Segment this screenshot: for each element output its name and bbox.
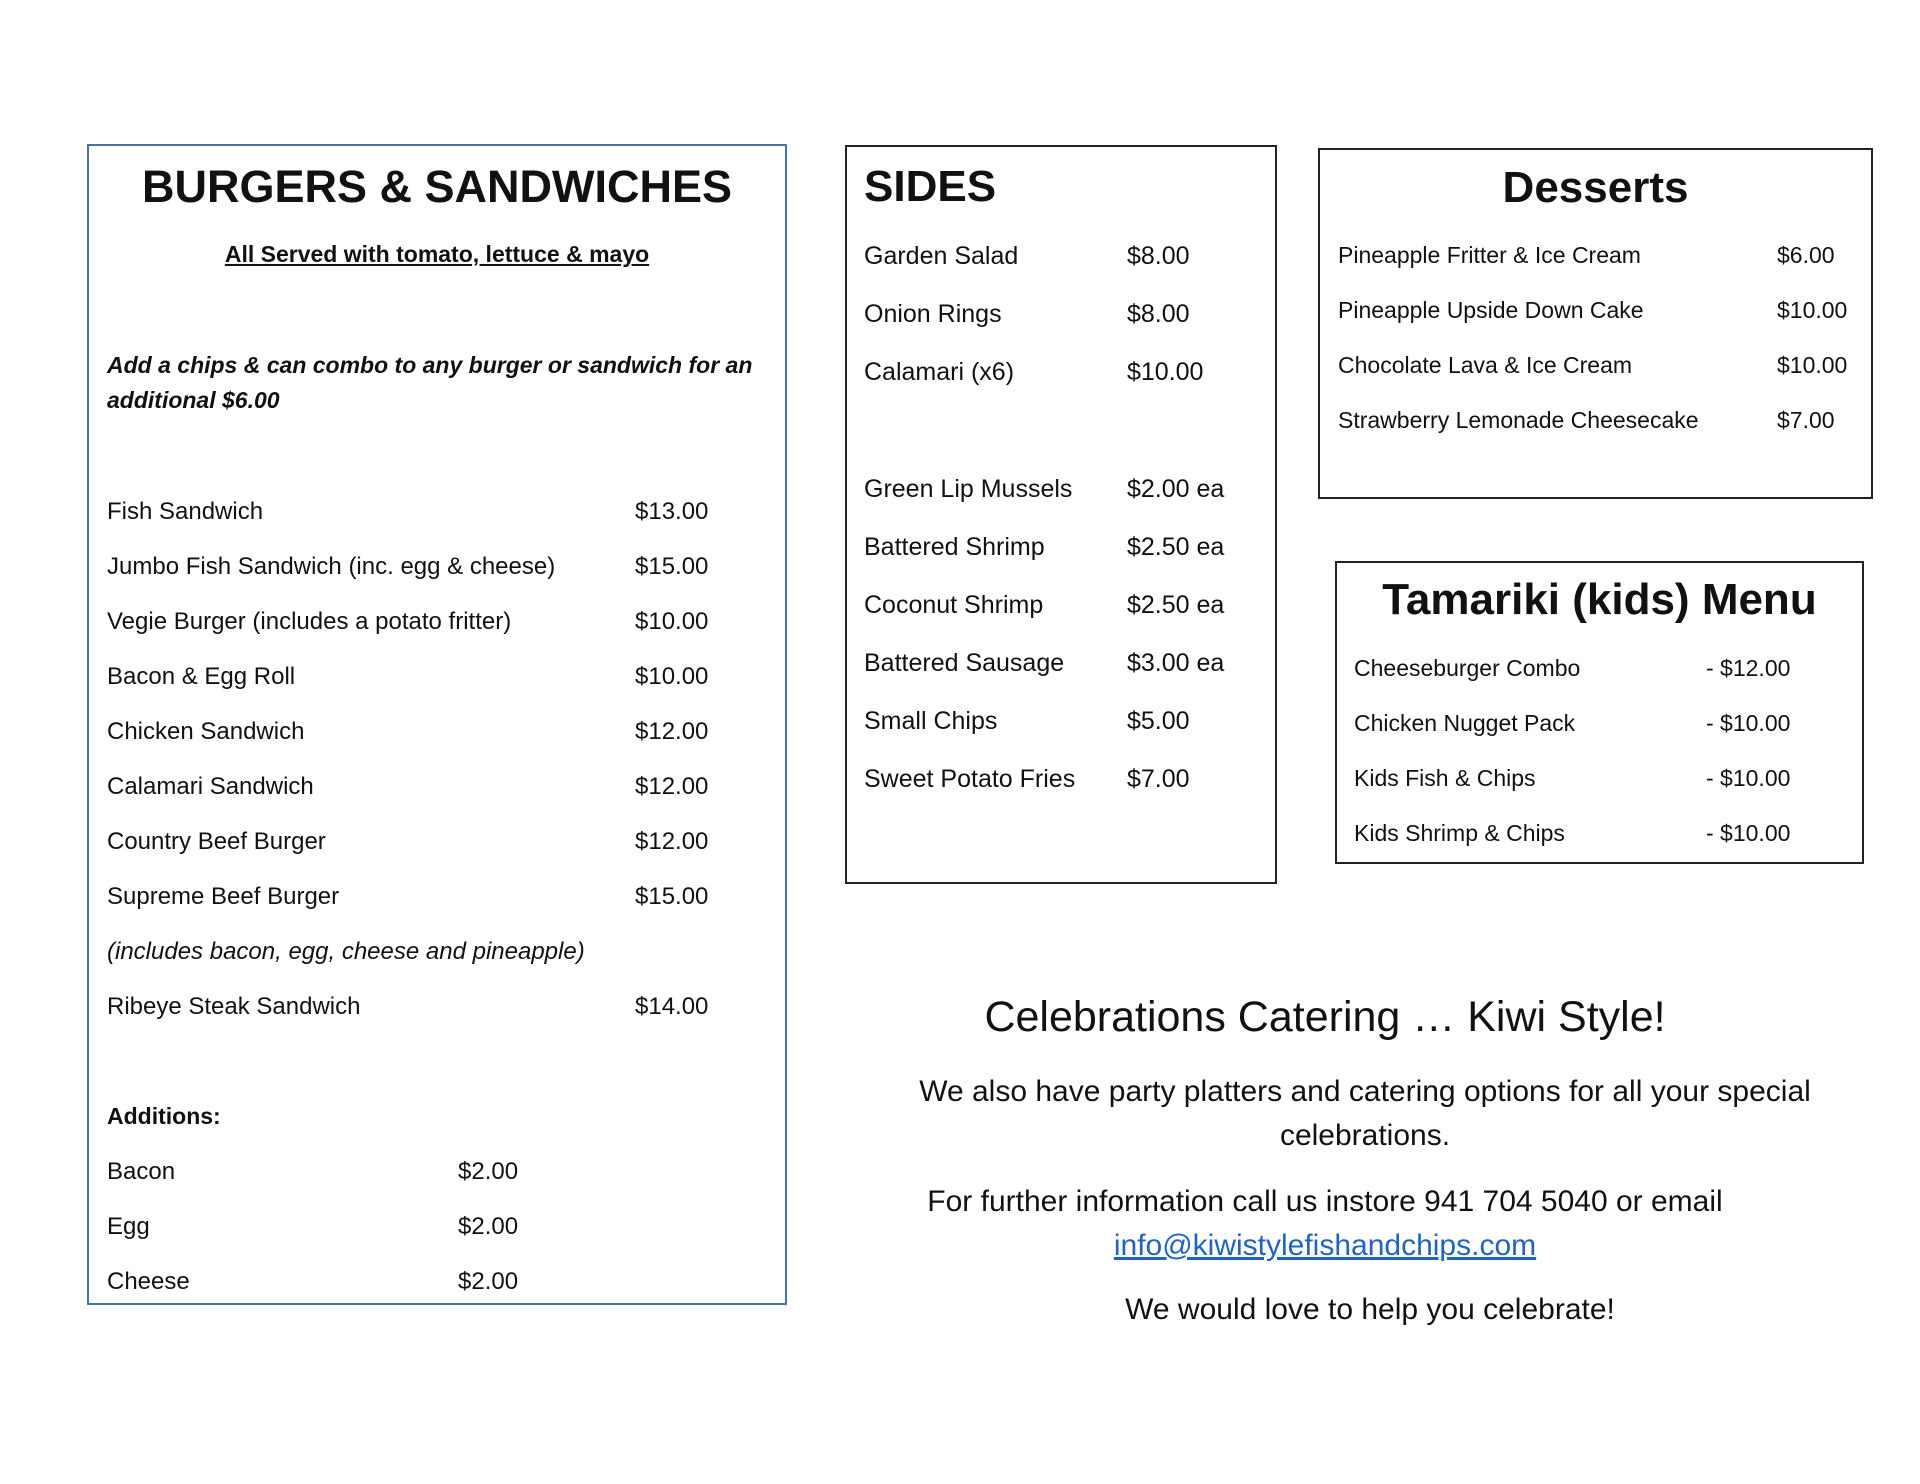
- item-name: Calamari Sandwich: [107, 773, 314, 800]
- combo-note: Add a chips & can combo to any burger or sandwich for an additional $6.00: [107, 352, 753, 413]
- supreme-burger-note: (includes bacon, egg, cheese and pineapple): [107, 938, 585, 965]
- item-name: Kids Fish & Chips: [1354, 765, 1536, 791]
- item-price: $2.50 ea: [1127, 591, 1225, 619]
- kids-menu-section: [1335, 561, 1864, 864]
- item-price: $5.00: [1127, 707, 1190, 735]
- item-name: Strawberry Lemonade Cheesecake: [1338, 407, 1699, 433]
- item-name: Kids Shrimp & Chips: [1354, 820, 1565, 846]
- item-name: Battered Shrimp: [864, 533, 1045, 561]
- item-price: $14.00: [635, 993, 709, 1020]
- item-name: Vegie Burger (includes a potato fritter): [107, 608, 512, 635]
- item-name: Cheese: [107, 1268, 190, 1295]
- item-price: $7.00: [1777, 407, 1835, 433]
- item-name: Coconut Shrimp: [864, 591, 1044, 619]
- item-name: Chicken Sandwich: [107, 718, 305, 745]
- item-name: Jumbo Fish Sandwich (inc. egg & cheese): [107, 553, 556, 580]
- item-name: Egg: [107, 1213, 150, 1240]
- item-price: $2.00: [458, 1213, 519, 1240]
- item-name: Supreme Beef Burger: [107, 883, 340, 910]
- item-name: Ribeye Steak Sandwich: [107, 993, 361, 1020]
- item-price: $12.00: [635, 718, 709, 745]
- item-price: $10.00: [1777, 297, 1848, 323]
- item-price: $2.00: [458, 1158, 519, 1185]
- item-price: $12.00: [635, 828, 709, 855]
- desserts-section: [1318, 148, 1873, 499]
- item-price: $10.00: [1127, 358, 1204, 386]
- item-name: Small Chips: [864, 707, 998, 735]
- item-name: Chocolate Lava & Ice Cream: [1338, 352, 1633, 378]
- item-name: Garden Salad: [864, 242, 1019, 270]
- item-price: $15.00: [635, 553, 709, 580]
- item-name: Battered Sausage: [864, 649, 1065, 677]
- catering-title: Celebrations Catering … Kiwi Style!: [984, 993, 1666, 1041]
- item-price: $8.00: [1127, 242, 1190, 270]
- item-price: $10.00: [635, 663, 709, 690]
- additions-label: Additions:: [107, 1103, 221, 1129]
- item-price: - $10.00: [1706, 820, 1791, 846]
- item-price: $12.00: [635, 773, 709, 800]
- item-name: Fish Sandwich: [107, 498, 264, 525]
- item-price: $10.00: [635, 608, 709, 635]
- desserts-title: Desserts: [1502, 163, 1689, 212]
- item-name: Country Beef Burger: [107, 828, 326, 855]
- item-price: $2.00 ea: [1127, 475, 1225, 503]
- kids-menu-title: Tamariki (kids) Menu: [1382, 575, 1817, 624]
- catering-contact-text: For further information call us instore 941 704 5040 or email: [927, 1185, 1723, 1218]
- item-name: Cheeseburger Combo: [1354, 655, 1581, 681]
- catering-contact: [880, 1180, 1770, 1268]
- item-price: $2.50 ea: [1127, 533, 1225, 561]
- item-price: - $10.00: [1706, 710, 1791, 736]
- item-name: Pineapple Upside Down Cake: [1338, 297, 1644, 323]
- catering-closing: We would love to help you celebrate!: [1125, 1293, 1615, 1326]
- item-name: Onion Rings: [864, 300, 1002, 328]
- item-price: $8.00: [1127, 300, 1190, 328]
- catering-description: We also have party platters and catering options for all your special celebrations.: [919, 1075, 1811, 1152]
- burgers-section: [87, 144, 787, 1305]
- item-price: $6.00: [1777, 242, 1835, 268]
- item-name: Bacon & Egg Roll: [107, 663, 296, 690]
- item-name: Bacon: [107, 1158, 176, 1185]
- item-name: Chicken Nugget Pack: [1354, 710, 1576, 736]
- item-price: $10.00: [1777, 352, 1848, 378]
- item-price: - $10.00: [1706, 765, 1791, 791]
- item-price: $15.00: [635, 883, 709, 910]
- catering-email-link[interactable]: info@kiwistylefishandchips.com: [1113, 1229, 1537, 1262]
- item-price: $2.00: [458, 1268, 519, 1295]
- sides-section: [845, 145, 1277, 884]
- sides-title: SIDES: [864, 162, 997, 211]
- item-price: $3.00 ea: [1127, 649, 1225, 677]
- burgers-title: BURGERS & SANDWICHES: [141, 161, 733, 212]
- item-name: Green Lip Mussels: [864, 475, 1073, 503]
- item-name: Pineapple Fritter & Ice Cream: [1338, 242, 1641, 268]
- item-name: Sweet Potato Fries: [864, 765, 1076, 793]
- item-price: $7.00: [1127, 765, 1190, 793]
- item-name: Calamari (x6): [864, 358, 1015, 386]
- item-price: - $12.00: [1706, 655, 1791, 681]
- item-price: $13.00: [635, 498, 709, 525]
- burgers-subtitle: All Served with tomato, lettuce & mayo: [224, 241, 650, 267]
